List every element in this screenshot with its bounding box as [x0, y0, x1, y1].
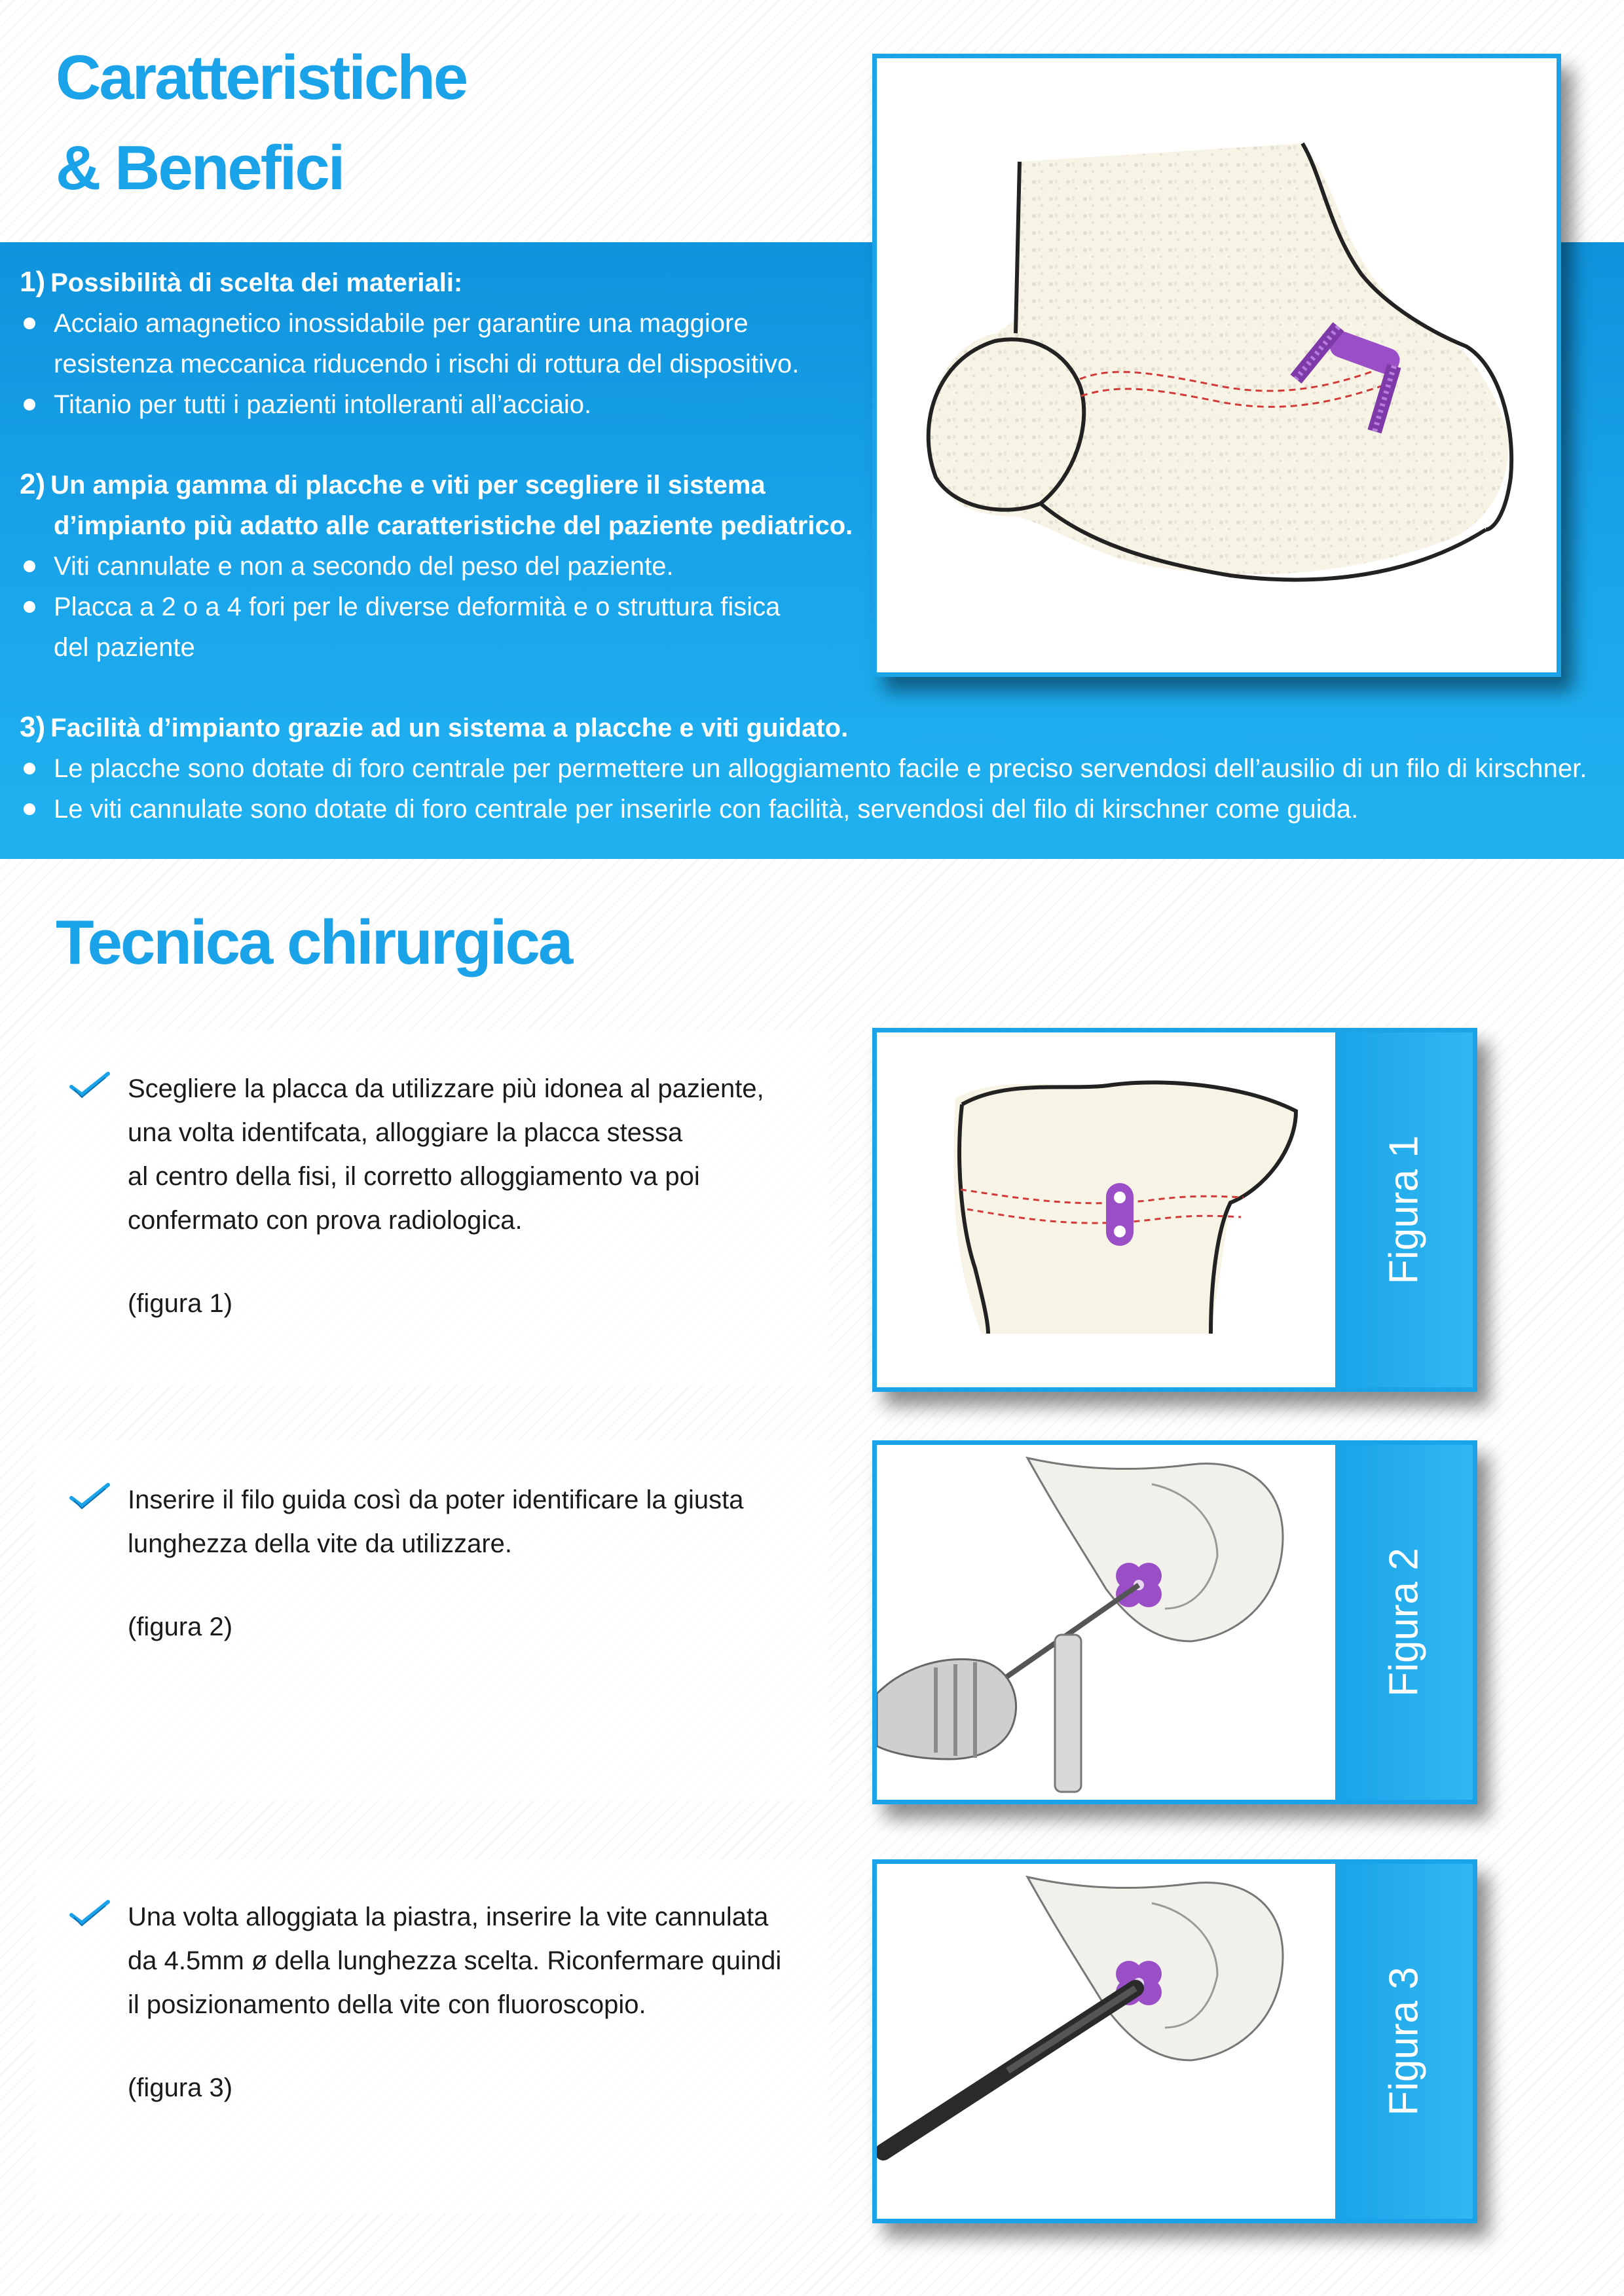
- figure-reference: (figura 1): [128, 1289, 233, 1318]
- bullet-item: Viti cannulate e non a secondo del peso del paziente.: [20, 546, 1591, 587]
- feature-3: [20, 707, 1591, 829]
- figure-tab: [1335, 1032, 1473, 1387]
- figure-reference: (figura 3): [128, 2073, 233, 2102]
- step-line: Inserire il filo guida così da poter identificare la giusta: [128, 1485, 744, 1514]
- title-line1: Caratteristiche: [56, 43, 467, 113]
- step-3-text: [128, 1895, 835, 2110]
- figure-reference: (figura 2): [128, 1613, 233, 1641]
- figure-label: Figura 2: [1381, 1548, 1427, 1697]
- check-icon: [69, 1481, 111, 1512]
- bone-implant-illustration: [877, 58, 1557, 672]
- title-line2: & Benefici: [56, 133, 344, 203]
- step-line: il posizionamento della vite con fluoroscopio.: [128, 1990, 646, 2019]
- figure-1-illustration: [877, 1032, 1335, 1387]
- feature-heading: Un ampia gamma di placche e viti per scegliere il sistema: [50, 471, 766, 500]
- step-line: Una volta alloggiata la piastra, inserire la vite cannulata: [128, 1903, 769, 1931]
- figure-label: Figura 3: [1381, 1967, 1427, 2116]
- feature-heading: Possibilità di scelta dei materiali:: [50, 268, 463, 297]
- bullet-item: Le viti cannulate sono dotate di foro centrale per inserirle con facilità, servendosi del filo di kirschner come guida.: [20, 789, 1591, 829]
- check-icon: [69, 1898, 111, 1929]
- step-line: Scegliere la placca da utilizzare più idonea al paziente,: [128, 1074, 764, 1103]
- feature-number: 2): [20, 468, 46, 500]
- figure-3-illustration: [877, 1864, 1335, 2219]
- step-line: confermato con prova radiologica.: [128, 1206, 523, 1235]
- bullet-item: Placca a 2 o a 4 fori per le diverse deformità e o struttura fisica del paziente: [20, 587, 1591, 668]
- figure-3-panel: [872, 1859, 1477, 2223]
- feature-heading-cont: d’impianto più adatto alle caratteristiche del paziente pediatrico.: [54, 511, 853, 540]
- step-line: da 4.5mm ø della lunghezza scelta. Riconfermare quindi: [128, 1946, 782, 1975]
- step-2-text: [128, 1478, 835, 1649]
- bullet-item: Titanio per tutti i pazienti intolleranti all’acciaio.: [20, 384, 1591, 425]
- figure-2-illustration: [877, 1445, 1335, 1800]
- bullet-item: Acciaio amagnetico inossidabile per garantire una maggiore resistenza meccanica riducendo i rischi di rottura del dispositivo.: [20, 303, 1591, 384]
- feature-number: 3): [20, 711, 46, 743]
- figure-1-panel: [872, 1028, 1477, 1392]
- implant-plate: [1106, 1183, 1134, 1246]
- feature-number: 1): [20, 266, 46, 298]
- section-title: Tecnica chirurgica: [56, 907, 572, 977]
- step-1-text: [128, 1067, 835, 1326]
- figure-2-panel: [872, 1440, 1477, 1804]
- check-icon: [69, 1070, 111, 1101]
- bullet-item: Le placche sono dotate di foro centrale per permettere un alloggiamento facile e preciso servendosi dell’ausilio di un filo di kirschner.: [20, 748, 1591, 789]
- figure-tab: [1335, 1445, 1473, 1800]
- step-line: una volta identifcata, alloggiare la placca stessa: [128, 1118, 683, 1147]
- feature-heading: Facilità d’impianto grazie ad un sistema a placche e viti guidato.: [50, 714, 849, 742]
- page-title: [56, 33, 466, 213]
- figure-label: Figura 1: [1381, 1135, 1427, 1285]
- hero-illustration: [872, 54, 1561, 677]
- figure-tab: [1335, 1864, 1473, 2219]
- step-line: al centro della fisi, il corretto alloggiamento va poi: [128, 1162, 700, 1191]
- step-line: lunghezza della vite da utilizzare.: [128, 1529, 513, 1558]
